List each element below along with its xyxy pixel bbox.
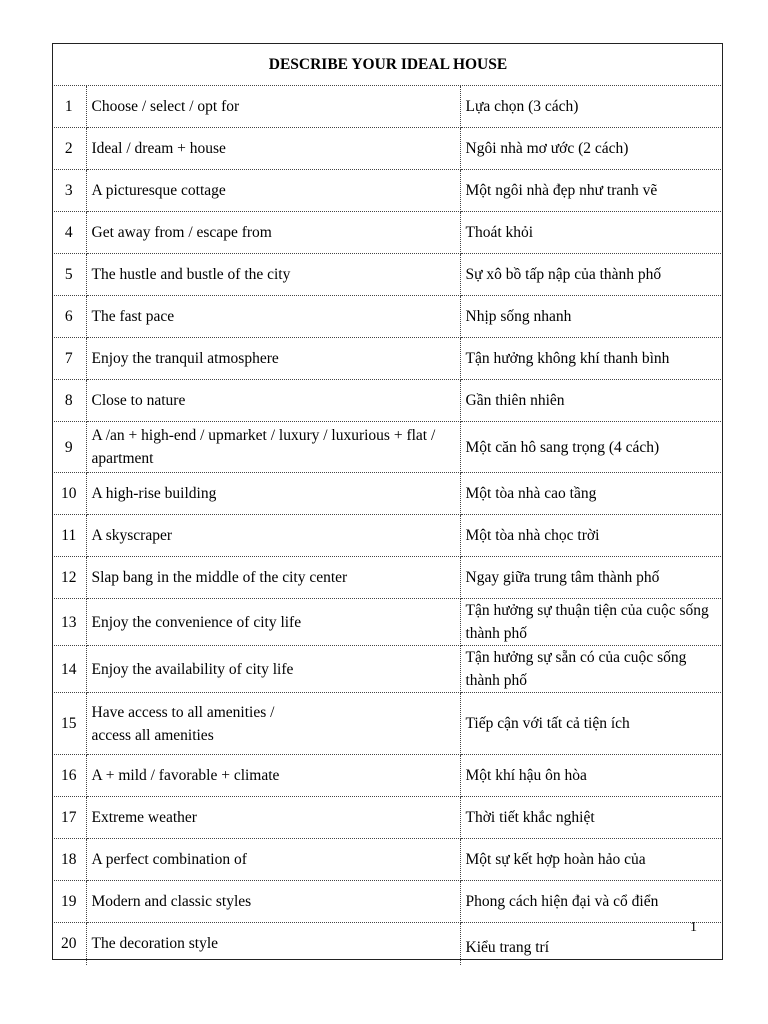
table-row xyxy=(52,170,723,212)
english-phrase: Extreme weather xyxy=(86,797,460,839)
table-row xyxy=(52,557,723,599)
vietnamese-meaning: Một tòa nhà chọc trời xyxy=(460,515,723,557)
table-title-row xyxy=(52,43,723,86)
row-number: 14 xyxy=(52,646,86,693)
vocabulary-table xyxy=(52,43,723,965)
vietnamese-meaning: Phong cách hiện đại và cổ điển xyxy=(460,881,723,923)
vietnamese-meaning: Tận hưởng sự sẵn có của cuộc sống thành phố xyxy=(460,646,723,693)
english-phrase: Choose / select / opt for xyxy=(86,86,460,128)
table-row xyxy=(52,839,723,881)
row-number: 1 xyxy=(52,86,86,128)
vietnamese-meaning: Thoát khỏi xyxy=(460,212,723,254)
row-number: 16 xyxy=(52,755,86,797)
english-phrase xyxy=(86,693,460,755)
table-row xyxy=(52,212,723,254)
row-number: 13 xyxy=(52,599,86,646)
english-phrase: Get away from / escape from xyxy=(86,212,460,254)
table-title: DESCRIBE YOUR IDEAL HOUSE xyxy=(52,43,723,86)
english-phrase: The hustle and bustle of the city xyxy=(86,254,460,296)
row-number: 12 xyxy=(52,557,86,599)
row-number: 17 xyxy=(52,797,86,839)
table-row xyxy=(52,881,723,923)
row-number: 7 xyxy=(52,338,86,380)
table-row xyxy=(52,86,723,128)
vietnamese-meaning: Nhịp sống nhanh xyxy=(460,296,723,338)
english-phrase-line: Have access to all amenities / access all amenities xyxy=(91,703,275,744)
english-phrase: A + mild / favorable + climate xyxy=(86,755,460,797)
table-row xyxy=(52,296,723,338)
row-number: 20 xyxy=(52,923,86,965)
row-number: 11 xyxy=(52,515,86,557)
vietnamese-meaning: Tiếp cận với tất cả tiện ích xyxy=(460,693,723,755)
english-phrase: The decoration style xyxy=(86,923,460,965)
row-number: 19 xyxy=(52,881,86,923)
english-phrase: A skyscraper xyxy=(86,515,460,557)
row-number: 9 xyxy=(52,422,86,473)
vietnamese-meaning: Một khí hậu ôn hòa xyxy=(460,755,723,797)
vietnamese-meaning: Ngôi nhà mơ ước (2 cách) xyxy=(460,128,723,170)
row-number: 8 xyxy=(52,380,86,422)
row-number: 6 xyxy=(52,296,86,338)
table-row xyxy=(52,646,723,693)
table-row xyxy=(52,693,723,755)
table-row xyxy=(52,755,723,797)
row-number: 2 xyxy=(52,128,86,170)
english-phrase: A picturesque cottage xyxy=(86,170,460,212)
english-phrase: A /an + high-end / upmarket / luxury / luxurious + flat / apartment xyxy=(86,422,460,473)
vietnamese-meaning: Sự xô bồ tấp nập của thành phố xyxy=(460,254,723,296)
row-number: 10 xyxy=(52,473,86,515)
table-row xyxy=(52,473,723,515)
vietnamese-meaning: Một căn hô sang trọng (4 cách) xyxy=(460,422,723,473)
english-phrase: The fast pace xyxy=(86,296,460,338)
table-row xyxy=(52,338,723,380)
vietnamese-meaning: Ngay giữa trung tâm thành phố xyxy=(460,557,723,599)
table-row xyxy=(52,515,723,557)
table-row xyxy=(52,923,723,965)
vietnamese-meaning: Lựa chọn (3 cách) xyxy=(460,86,723,128)
table-row xyxy=(52,380,723,422)
row-number: 3 xyxy=(52,170,86,212)
english-phrase: A high-rise building xyxy=(86,473,460,515)
vietnamese-meaning: Thời tiết khắc nghiệt xyxy=(460,797,723,839)
vietnamese-meaning: Một sự kết hợp hoàn hảo của xyxy=(460,839,723,881)
vietnamese-meaning: Một tòa nhà cao tầng xyxy=(460,473,723,515)
english-phrase: Enjoy the availability of city life xyxy=(86,646,460,693)
row-number: 4 xyxy=(52,212,86,254)
english-phrase: Ideal / dream + house xyxy=(86,128,460,170)
english-phrase: Close to nature xyxy=(86,380,460,422)
english-phrase: Enjoy the convenience of city life xyxy=(86,599,460,646)
english-phrase: Enjoy the tranquil atmosphere xyxy=(86,338,460,380)
english-phrase: Slap bang in the middle of the city center xyxy=(86,557,460,599)
table-row xyxy=(52,422,723,473)
row-number: 18 xyxy=(52,839,86,881)
row-number: 5 xyxy=(52,254,86,296)
english-phrase: A perfect combination of xyxy=(86,839,460,881)
vietnamese-meaning: Gần thiên nhiên xyxy=(460,380,723,422)
vietnamese-meaning: Kiểu trang trí xyxy=(465,938,550,956)
page-number: 1 xyxy=(690,920,697,935)
table-row xyxy=(52,599,723,646)
vietnamese-meaning: Một ngôi nhà đẹp như tranh vẽ xyxy=(460,170,723,212)
table-row xyxy=(52,797,723,839)
vietnamese-meaning: Tận hưởng không khí thanh bình xyxy=(460,338,723,380)
table-row xyxy=(52,128,723,170)
english-phrase: Modern and classic styles xyxy=(86,881,460,923)
row-number: 15 xyxy=(52,693,86,755)
vietnamese-meaning: Tận hưởng sự thuận tiện của cuộc sống thành phố xyxy=(460,599,723,646)
table-row xyxy=(52,254,723,296)
